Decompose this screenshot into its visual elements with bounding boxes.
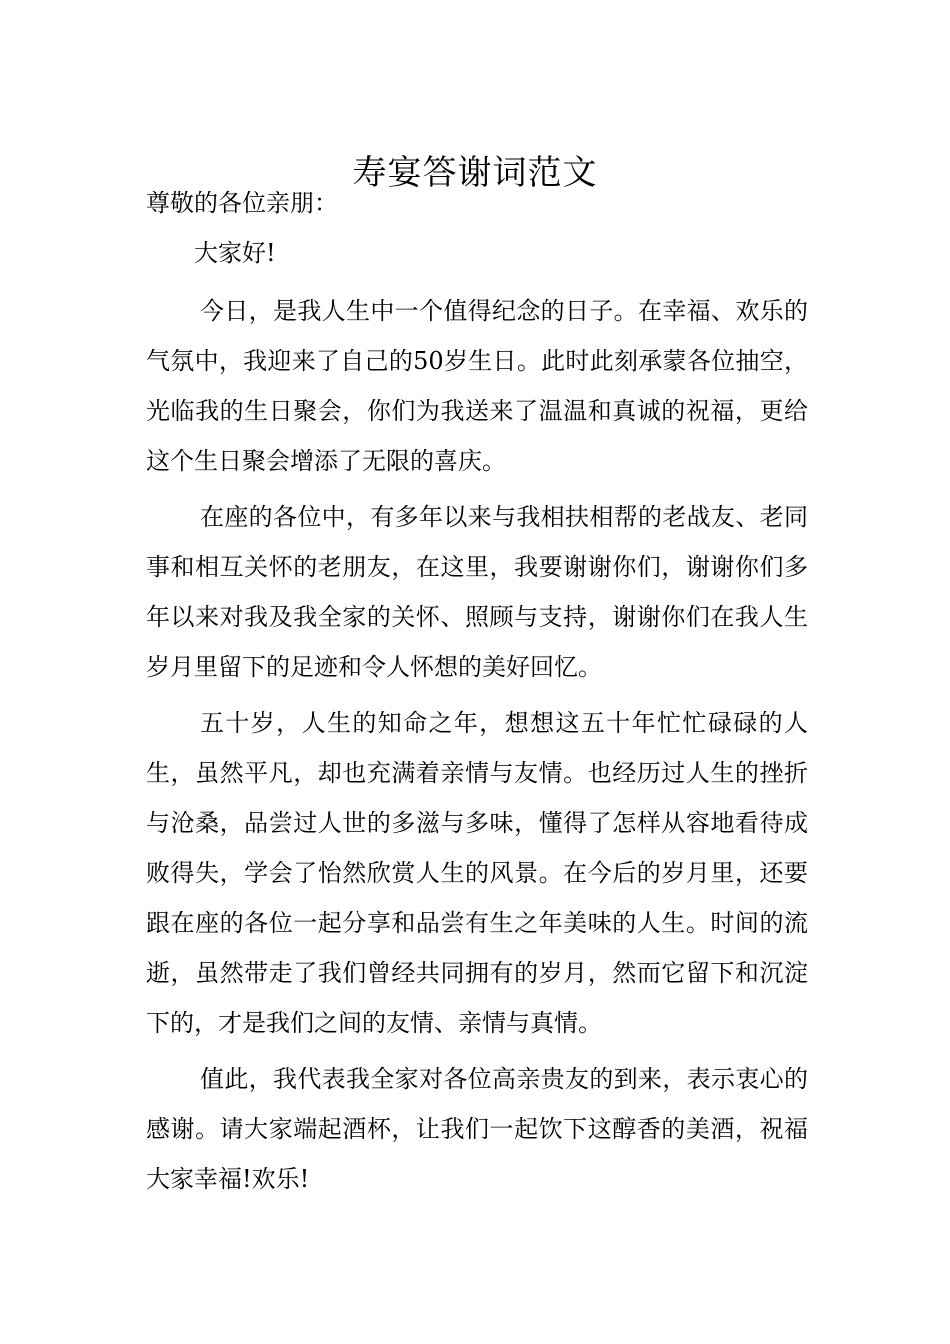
paragraph-4: 值此，我代表我全家对各位高亲贵友的到来，表示衷心的感谢。请大家端起酒杯，让我们一起饮下这醇香的美酒，祝福大家幸福!欢乐! <box>146 1065 808 1193</box>
paragraph-3: 五十岁，人生的知命之年，想想这五十年忙忙碌碌的人生，虽然平凡，却也充满着亲情与友情。也经历过人生的挫折与沧桑，品尝过人世的多滋与多味，懂得了怎样从容地看待成败得失，学会了怡然欣赏人生的风景。在今后的岁月里，还要跟在座的各位一起分享和品尝有生之年美味的人生。时间的流逝，虽然带走了我们曾经共同拥有的岁月，然而它留下和沉淀下的，才是我们之间的友情、亲情与真情。 <box>146 709 808 1037</box>
salutation: 尊敬的各位亲朋： <box>146 189 338 217</box>
greeting: 大家好! <box>194 239 276 267</box>
document-title: 寿宴答谢词范文 <box>352 152 598 193</box>
document-body <box>146 178 808 1210</box>
paragraph-2: 在座的各位中，有多年以来与我相扶相帮的老战友、老同事和相互关怀的老朋友，在这里，我要谢谢你们，谢谢你们多年以来对我及我全家的关怀、照顾与支持，谢谢你们在我人生岁月里留下的足迹和令人怀想的美好回忆。 <box>146 503 808 681</box>
paragraph-1: 今日，是我人生中一个值得纪念的日子。在幸福、欢乐的气氛中，我迎来了自己的50岁生日。此时此刻承蒙各位抽空，光临我的生日聚会，你们为我送来了温温和真诚的祝福，更给这个生日聚会增添了无限的喜庆。 <box>146 297 808 475</box>
